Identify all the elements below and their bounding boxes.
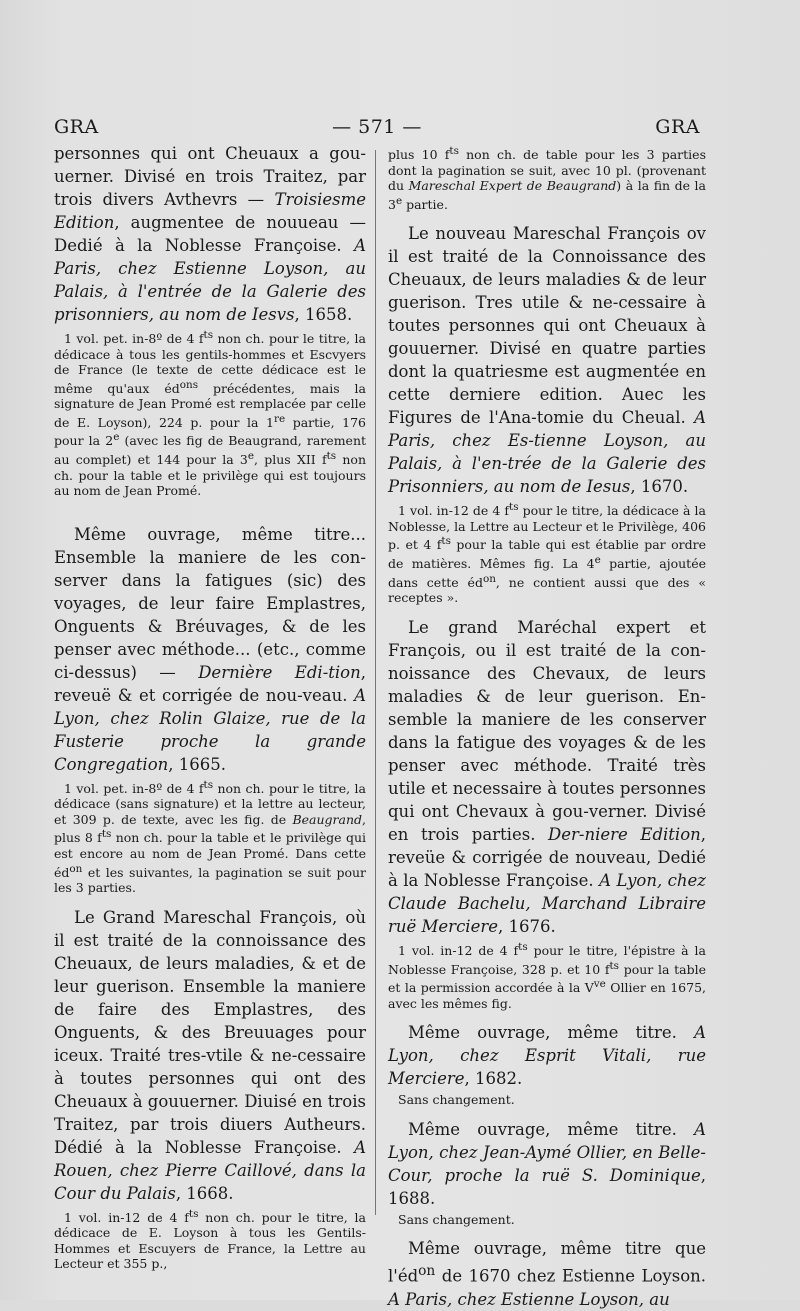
catalog-entry: Même ouvrage, même titre. A Lyon, chez Esprit Vitali, rue Merciere, 1682.: [388, 1023, 706, 1089]
bibliographic-note: plus 10 $f^{ts}$ non ch. de table pour les 3 parties dont la pagination se suit, avec 10 pl. (provenant du Mareschal Expert de Beaugrand) à la fin de la 3e partie.: [388, 145, 707, 212]
catalog-entry: Même ouvrage, même titre. A Lyon, chez Jean-Aymé Ollier, en Belle-Cour, proche la ruë S. Dominique, 1688.: [388, 1119, 706, 1208]
bibliographic-note: 1 vol. in-12 de 4 $f^{ts}$ non ch. pour le titre, la dédicace de E. Loyson à tous les Gentils-Hommes et Escuyers de France, la Lettre au Lecteur et 355 p.,: [54, 1207, 366, 1272]
running-header: [54, 116, 700, 140]
header-right: GRA: [655, 116, 700, 138]
bibliographic-note: 1 vol. pet. in-8º de 4 $f^{ts}$ non ch. pour le titre, la dédicace (sans signature) et la lettre au lecteur, et 309 p. de texte, avec les fig. de Beaugrand, plus 8 $f^{ts}$ non ch. pour la table et le privilège qui est encore au nom de Jean Promé. Dans cette $éd^{on}$ et les suivantes, la pagination se suit pour les 3 parties.: [54, 778, 366, 896]
bibliographic-note: 1 vol. in-12 de 4 $f^{ts}$ pour le titre, l'épistre à la Noblesse Françoise, 328 p. et 10 $f^{ts}$ pour la table et la permission accordée à la $V^{ve}$ Ollier en 1675, avec les mêmes fig.: [388, 940, 706, 1011]
catalog-entry: Même ouvrage, même titre... Ensemble la maniere de les con-server dans la fatigues (sic) des voyages, de leur faire Emplastres, Onguents & Bréuvages, & de les penser avec méthode... (etc., comme ci-dessus) — Dernière Edi-tion, reveuë & et corrigée de nou-veau. A Lyon, chez Rolin Glaize, rue de la Fusterie proche la grande Congregation, 1665.: [54, 524, 366, 774]
bibliographic-note: Sans changement.: [398, 1211, 515, 1227]
left-column: [54, 142, 367, 1272]
right-column: [388, 142, 707, 1309]
catalog-entry: Le nouveau Mareschal François ov il est traité de la Connoissance des Cheuaux, de leurs maladies & de leur guerison. Tres utile & ne-cessaire à toutes personnes qui ont Cheuaux à gouuerner. Divisé en quatre parties dont la quatriesme est augmentée en cette derniere edition. Auec les Figures de l'Ana-tomie du Cheual. A Paris, chez Es-tienne Loyson, au Palais, à l'en-trée de la Galerie des Prisonniers, au nom de Iesus, 1670.: [388, 224, 706, 497]
catalog-entry: Le Grand Mareschal François, où il est traité de la connoissance des Cheuaux, de leurs maladies, & et de leur guerison. Ensemble la maniere de faire des Emplastres, des Onguents, & des Breuuages pour iceux. Traité tres-vtile & ne-cessaire à toutes personnes qui ont des Cheuaux à gouuerner. Diuisé en trois Traitez, par trois diuers Autheurs. Dédié à la Noblesse Françoise. A Rouen, chez Pierre Caillové, dans la Cour du Palais, 1668.: [54, 907, 366, 1203]
column-divider: [375, 150, 376, 1215]
page-number: — 571 —: [332, 116, 422, 138]
header-left: GRA: [54, 116, 99, 138]
spacer: [54, 509, 366, 523]
catalog-entry: Même ouvrage, même titre que $l'éd^{on}$ de 1670 chez Estienne Loyson. A Paris, chez Estienne Loyson, au: [388, 1239, 706, 1309]
bibliographic-note: 1 vol. in-12 de 4 $f^{ts}$ pour le titre, la dédicace à la Noblesse, la Lettre au Lecteur et le Privilège, 406 p. et 4 $f^{ts}$ pour la table qui est établie par ordre de matières. Mêmes fig. La 4e partie, ajoutée dans cette $éd^{on}$, ne contient aussi que des « receptes ».: [388, 501, 707, 606]
bibliographic-note: Sans changement.: [398, 1092, 515, 1108]
catalog-entry: Le grand Maréchal expert et François, ou il est traité de la con-noissance des Chevaux, de leurs maladies & de leur guerison. En-semble la maniere de les conserver dans la fatigue des voyages & de les penser avec méthode. Traité très utile et necessaire à toutes personnes qui ont Chevaux à gou-verner. Divisé en trois parties. Der-niere Edition, reveüe & corrigée de nouveau, Dedié à la Noblesse Françoise. A Lyon, chez Claude Bachelu, Marchand Libraire ruë Merciere, 1676.: [388, 617, 706, 936]
catalog-entry: personnes qui ont Cheuaux a gou-uerner. Divisé en trois Traitez, par trois divers Avthevrs — Troisiesme Edition, augmentee de nouueau — Dedié à la Noblesse Françoise. A Paris, chez Estienne Loyson, au Palais, à l'entrée de la Galerie des prisonniers, au nom de Iesvs, 1658.: [54, 144, 366, 324]
bibliographic-note: 1 vol. pet. in-8º de 4 $f^{ts}$ non ch. pour le titre, la dédicace à tous les gentils-hommes et Escvyers de France (le texte de cette dédicace est le même qu'aux $éd^{ons}$ précédentes, mais la signature de Jean Promé est remplacée par celle de E. Loyson), 224 p. pour la 1re partie, 176 pour la 2e (avec les fig de Beaugrand, rarement au complet) et 144 pour la 3e, plus XII $f^{ts}$ non ch. pour la table et le privilège qui est toujours au nom de Jean Promé.: [54, 329, 367, 499]
